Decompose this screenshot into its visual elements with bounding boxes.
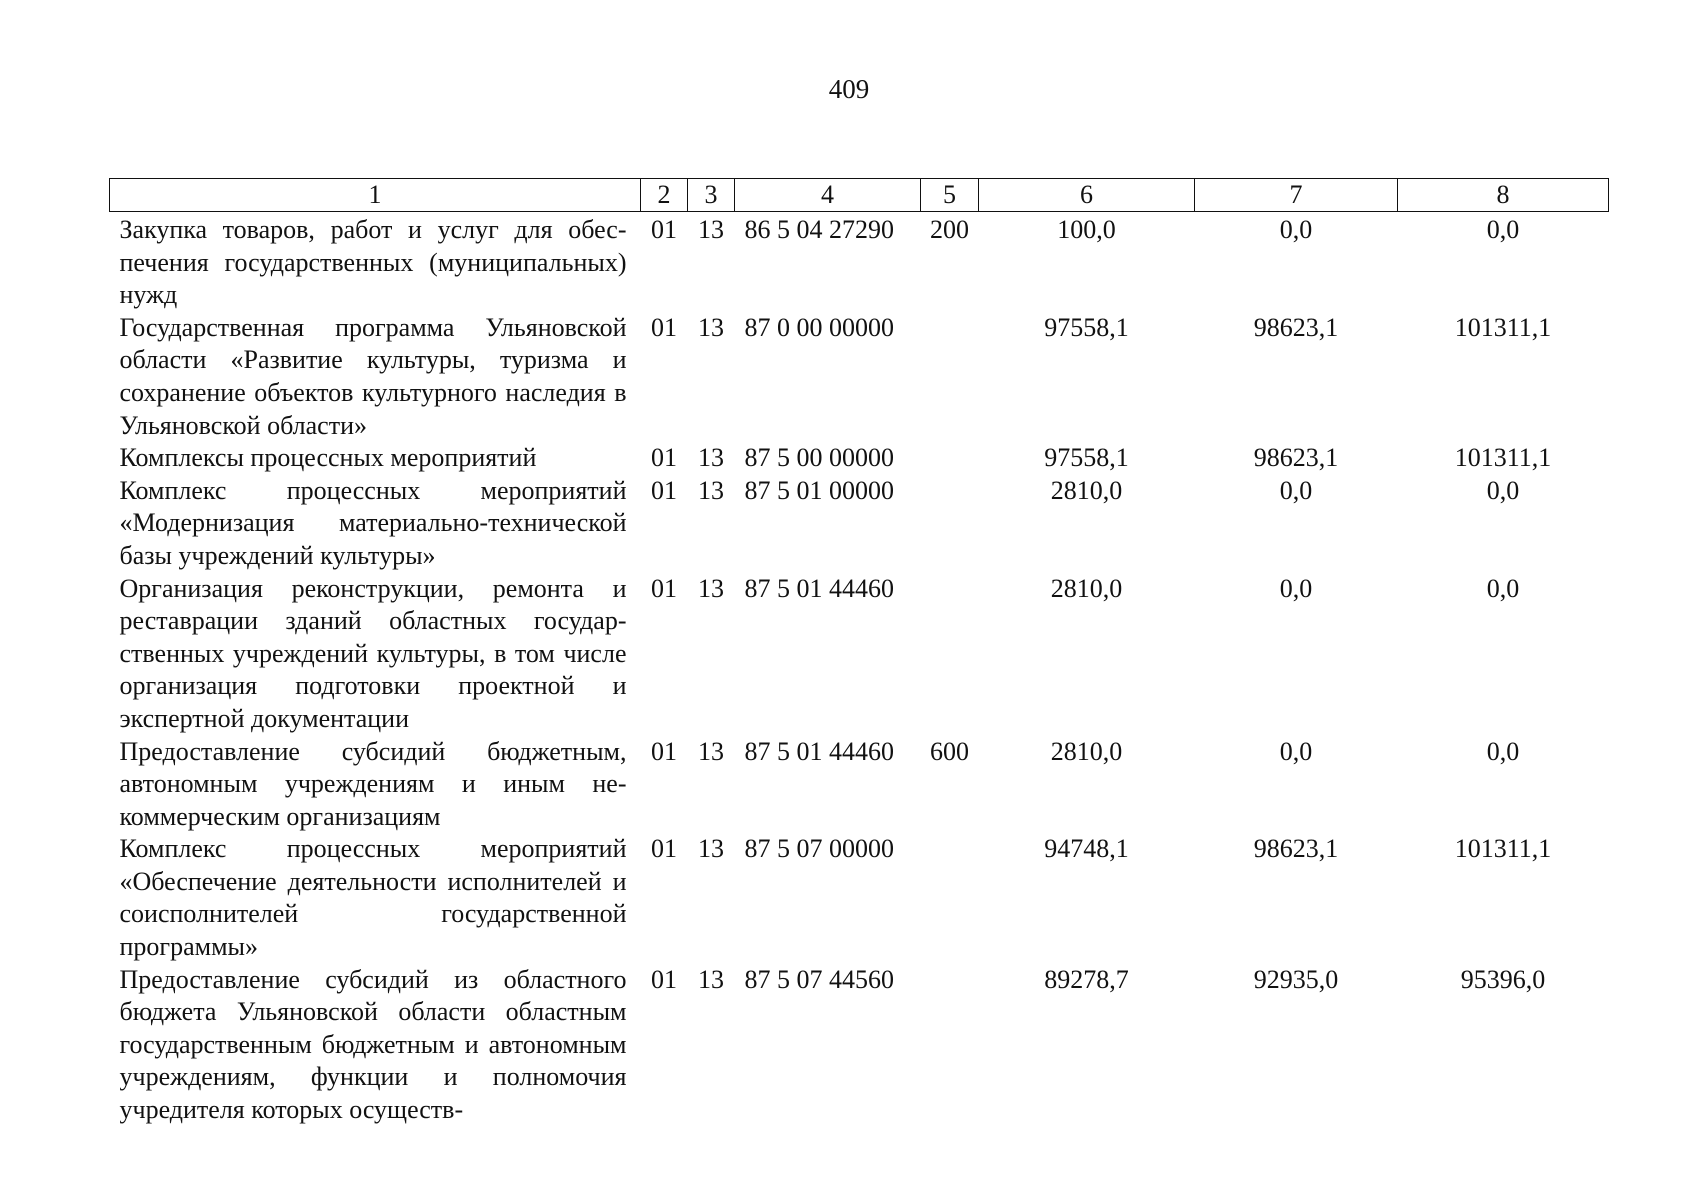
header-col-3: 3: [688, 179, 735, 212]
row-amount-col7: 98623,1: [1253, 443, 1339, 473]
row-expense-type: 600: [930, 736, 969, 766]
row-amount-col6: 2810,0: [1050, 475, 1123, 505]
row-subsection: 13: [698, 443, 724, 473]
row-amount-col8: 101311,1: [1454, 443, 1552, 473]
table-body: [110, 212, 1609, 1127]
row-amount-col6: 100,0: [1057, 215, 1116, 244]
row-target-article: 87 0 00 00000: [744, 312, 894, 342]
row-section: 01: [651, 834, 677, 864]
row-amount-col6: 94748,1: [1044, 834, 1129, 864]
table-header: [110, 179, 1609, 212]
row-section: 01: [651, 736, 677, 766]
row-subsection: 13: [698, 964, 724, 994]
row-amount-col6: 97558,1: [1044, 312, 1129, 342]
row-expense-type: [921, 475, 979, 573]
row-section: 01: [651, 443, 677, 473]
row-amount-col7: 0,0: [1279, 573, 1313, 603]
table-row: [110, 475, 1609, 573]
row-target-article: 87 5 01 44460: [744, 736, 894, 766]
row-amount-col8: 0,0: [1486, 215, 1520, 244]
row-amount-col7: 98623,1: [1253, 834, 1339, 864]
row-expense-type: [921, 833, 979, 963]
row-name: Государственная программа Ульяновской области «Развитие культуры, туризма и сохранение объектов культурного наследия в Ульяновской области»: [119, 312, 627, 440]
row-target-article: 87 5 07 00000: [744, 834, 894, 864]
row-amount-col8: 101311,1: [1454, 312, 1552, 342]
budget-table: [109, 178, 1609, 1127]
row-subsection: 13: [698, 834, 724, 864]
row-target-article: 87 5 00 00000: [744, 443, 894, 473]
row-section: 01: [651, 964, 677, 994]
row-amount-col6: 2810,0: [1050, 736, 1123, 766]
header-col-6: 6: [979, 179, 1195, 212]
row-name: Закупка товаров, работ и услуг для обеспечения государственных (муниципальных) нужд: [119, 215, 627, 310]
row-name: Предоставление субсидий из областного бюджета Ульяновской области областным государственным бюджетным и автономным учреждениям, функции и полномочия учредителя которых осуществ-: [119, 964, 627, 1125]
row-name: Комплексы процессных мероприятий: [119, 443, 537, 473]
row-expense-type: [921, 964, 979, 1127]
row-amount-col7: 92935,0: [1253, 964, 1339, 994]
header-col-5: 5: [921, 179, 979, 212]
row-target-article: 87 5 01 00000: [744, 475, 894, 505]
row-amount-col8: 0,0: [1486, 736, 1520, 766]
header-col-4: 4: [735, 179, 921, 212]
table-row: [110, 736, 1609, 834]
row-expense-type: [921, 312, 979, 442]
table-row: [110, 833, 1609, 963]
row-section: 01: [651, 573, 677, 603]
row-name: Организация реконструкции, ремонта и реставрации зданий областных государственных учреждений культуры, в том числе организация подготовки проектной и экспертной документации: [119, 573, 627, 733]
row-amount-col8: 0,0: [1486, 475, 1520, 505]
header-col-2: 2: [641, 179, 688, 212]
row-subsection: 13: [698, 215, 724, 244]
row-name: Предоставление субсидий бюджетным, автономным учреждениям и иным некоммерческим организациям: [119, 736, 627, 831]
row-name: Комплекс процессных мероприятий «Модернизация материально-технической базы учреждений культуры»: [119, 475, 627, 570]
table-row: [110, 312, 1609, 442]
row-amount-col7: 0,0: [1279, 215, 1313, 244]
row-expense-type: [921, 442, 979, 475]
header-col-1: 1: [110, 179, 641, 212]
row-subsection: 13: [698, 573, 724, 603]
row-amount-col6: 97558,1: [1044, 443, 1129, 473]
table-row: [110, 442, 1609, 475]
row-subsection: 13: [698, 736, 724, 766]
header-col-7: 7: [1195, 179, 1398, 212]
row-target-article: 86 5 04 27290: [744, 215, 894, 244]
page-number: 409: [828, 74, 870, 104]
table-row: [110, 573, 1609, 736]
row-amount-col7: 0,0: [1279, 475, 1313, 505]
row-amount-col6: 89278,7: [1044, 964, 1129, 994]
row-subsection: 13: [698, 312, 724, 342]
table-row: [110, 212, 1609, 312]
row-amount-col7: 98623,1: [1253, 312, 1339, 342]
row-target-article: 87 5 07 44560: [744, 964, 894, 994]
row-section: 01: [651, 475, 677, 505]
row-subsection: 13: [698, 475, 724, 505]
row-section: 01: [651, 215, 677, 244]
header-col-8: 8: [1398, 179, 1609, 212]
row-section: 01: [651, 312, 677, 342]
row-amount-col8: 0,0: [1486, 573, 1520, 603]
row-amount-col6: 2810,0: [1050, 573, 1123, 603]
row-amount-col7: 0,0: [1279, 736, 1313, 766]
row-expense-type: 200: [930, 215, 969, 244]
table-row: [110, 964, 1609, 1127]
row-target-article: 87 5 01 44460: [744, 573, 894, 603]
header-row: [110, 179, 1609, 212]
row-name: Комплекс процессных мероприятий «Обеспечение деятельности исполнителей и соисполнителей государственной программы»: [119, 834, 627, 962]
row-expense-type: [921, 573, 979, 736]
row-amount-col8: 101311,1: [1454, 834, 1552, 864]
row-amount-col8: 95396,0: [1460, 964, 1546, 994]
